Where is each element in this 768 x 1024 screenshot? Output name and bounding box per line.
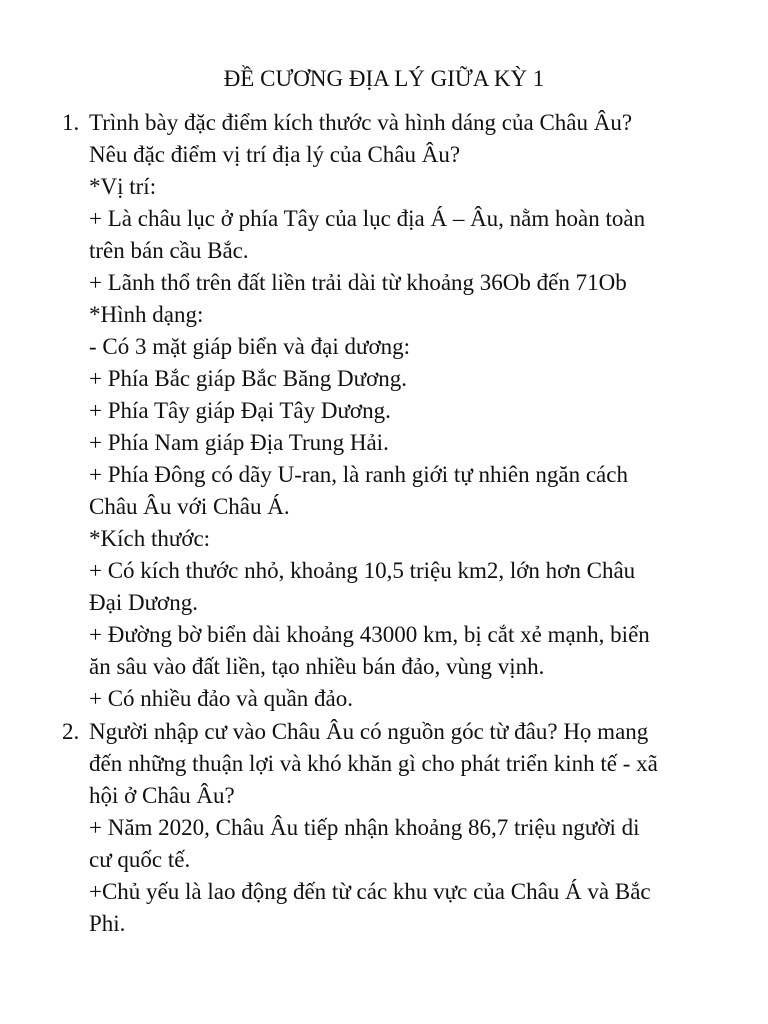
question-2-line: Người nhập cư vào Châu Âu có nguồn góc từ đâu? Họ mang: [89, 719, 649, 744]
document-title: ĐỀ CƯƠNG ĐỊA LÝ GIỮA KỲ 1: [223, 66, 545, 91]
question-2-line: Phi.: [89, 911, 126, 936]
question-1-line: *Hình dạng:: [89, 302, 204, 327]
question-2-line: đến những thuận lợi và khó khăn gì cho phát triển kinh tế - xã: [89, 751, 658, 776]
question-1-line: + Có nhiều đảo và quần đảo.: [89, 686, 353, 711]
question-1-line: + Phía Tây giáp Đại Tây Dương.: [89, 398, 391, 423]
question-1-line: + Là châu lục ở phía Tây của lục địa Á – Âu, nằm hoàn toàn: [89, 206, 646, 231]
question-2-line: + Năm 2020, Châu Âu tiếp nhận khoảng 86,7 triệu người di: [89, 815, 640, 840]
question-1-line: trên bán cầu Bắc.: [89, 238, 249, 263]
question-1-line: Đại Dương.: [89, 590, 198, 615]
question-2-line: cư quốc tế.: [89, 847, 191, 872]
question-1-line: *Kích thước:: [89, 526, 211, 551]
question-1-line: + Đường bờ biển dài khoảng 43000 km, bị cắt xẻ mạnh, biển: [89, 622, 650, 647]
question-1-line: + Lãnh thổ trên đất liền trải dài từ khoảng 36Ob đến 71Ob: [89, 270, 627, 295]
question-1-line: Trình bày đặc điểm kích thước và hình dáng của Châu Âu?: [89, 110, 633, 135]
question-1-line: - Có 3 mặt giáp biển và đại dương:: [89, 334, 411, 359]
question-2-line: hội ở Châu Âu?: [89, 783, 235, 808]
question-1-line: ăn sâu vào đất liền, tạo nhiều bán đảo, vùng vịnh.: [89, 654, 545, 679]
question-1-line: + Có kích thước nhỏ, khoảng 10,5 triệu km2, lớn hơn Châu: [89, 558, 636, 583]
question-1-line: + Phía Bắc giáp Bắc Băng Dương.: [89, 366, 408, 391]
question-2-line: +Chủ yếu là lao động đến từ các khu vực của Châu Á và Bắc: [89, 879, 651, 904]
question-1-number: 1.: [62, 110, 80, 135]
question-1-line: Châu Âu với Châu Á.: [89, 494, 290, 519]
question-2-number: 2.: [62, 719, 80, 744]
question-1-line: + Phía Đông có dãy U-ran, là ranh giới tự nhiên ngăn cách: [89, 462, 628, 487]
question-1-line: *Vị trí:: [89, 174, 157, 199]
question-1-line: + Phía Nam giáp Địa Trung Hải.: [89, 430, 389, 455]
question-1-line: Nêu đặc điểm vị trí địa lý của Châu Âu?: [89, 142, 461, 167]
